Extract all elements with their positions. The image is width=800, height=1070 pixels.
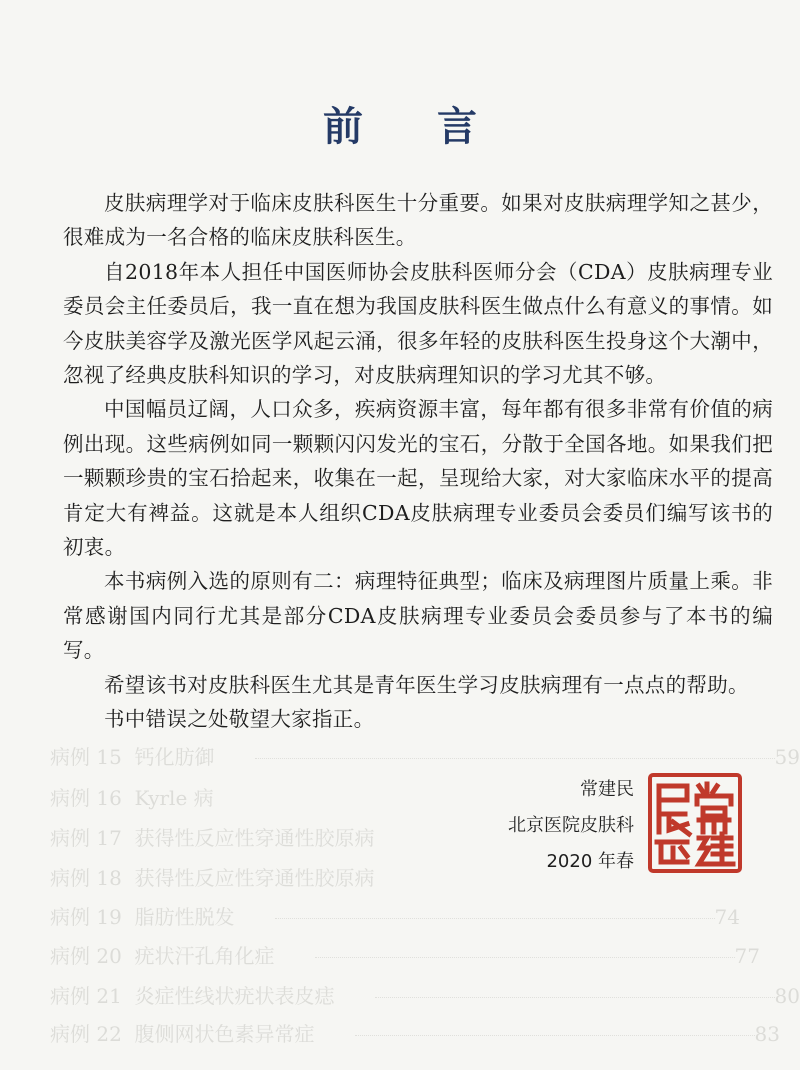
ghost-line: 病例 18 获得性反应性穿通性胶原病 (50, 866, 375, 890)
ghost-line: 病例 22 腹侧网状色素异常症 83 (50, 1022, 780, 1046)
author-affiliation: 北京医院皮肤科 (508, 815, 634, 836)
paragraph: 自2018年本人担任中国医师协会皮肤科医师分会（CDA）皮肤病理专业委员会主任委员后，我一直在想为我国皮肤科医生做点什么有意义的事情。如今皮肤美容学及激光医学风起云涌，很多年轻的皮肤科医生投身这个大潮中，忽视了经典皮肤科知识的学习，对皮肤病理知识的学习尤其不够。 (63, 259, 773, 388)
paragraph: 中国幅员辽阔，人口众多，疾病资源丰富，每年都有很多非常有价值的病例出现。这些病例如同一颗颗闪闪发光的宝石，分散于全国各地。如果我们把一颗颗珍贵的宝石拾起来，收集在一起，呈现给大家，对大家临床水平的提高肯定大有裨益。这就是本人组织CDA皮肤病理专业委员会委员们编写该书的初衷。 (63, 397, 773, 560)
ghost-line: 病例 19 脂肪性脱发 74 (50, 905, 740, 929)
ghost-line: 病例 17 获得性反应性穿通性胶原病 (50, 826, 375, 850)
ghost-line: 病例 20 疣状汗孔角化症 77 (50, 944, 760, 968)
signature-block (508, 772, 634, 880)
ghost-line: 病例 21 炎症性线状疣状表皮痣 80 (50, 984, 800, 1008)
ghost-line: 病例 15 钙化肪御 59 (50, 745, 800, 769)
page-title: 前 言 (323, 102, 507, 150)
paragraph: 皮肤病理学对于临床皮肤科医生十分重要。如果对皮肤病理学知之甚少，很难成为一名合格的临床皮肤科医生。 (63, 191, 773, 250)
paragraph: 书中错误之处敬望大家指正。 (104, 707, 375, 732)
paragraph: 本书病例入选的原则有二：病理特征典型；临床及病理图片质量上乘。非常感谢国内同行尤其是部分CDA皮肤病理专业委员会委员参与了本书的编写。 (63, 569, 773, 663)
author-name: 常建民 (580, 779, 634, 800)
paragraph: 希望该书对皮肤科医生尤其是青年医生学习皮肤病理有一点点的帮助。 (104, 672, 749, 697)
preface-body (63, 186, 773, 737)
ghost-line: 病例 16 Kyrle 病 (50, 786, 214, 810)
seal-stamp-icon (647, 772, 743, 874)
signature-date: 2020 年春 (546, 851, 634, 872)
